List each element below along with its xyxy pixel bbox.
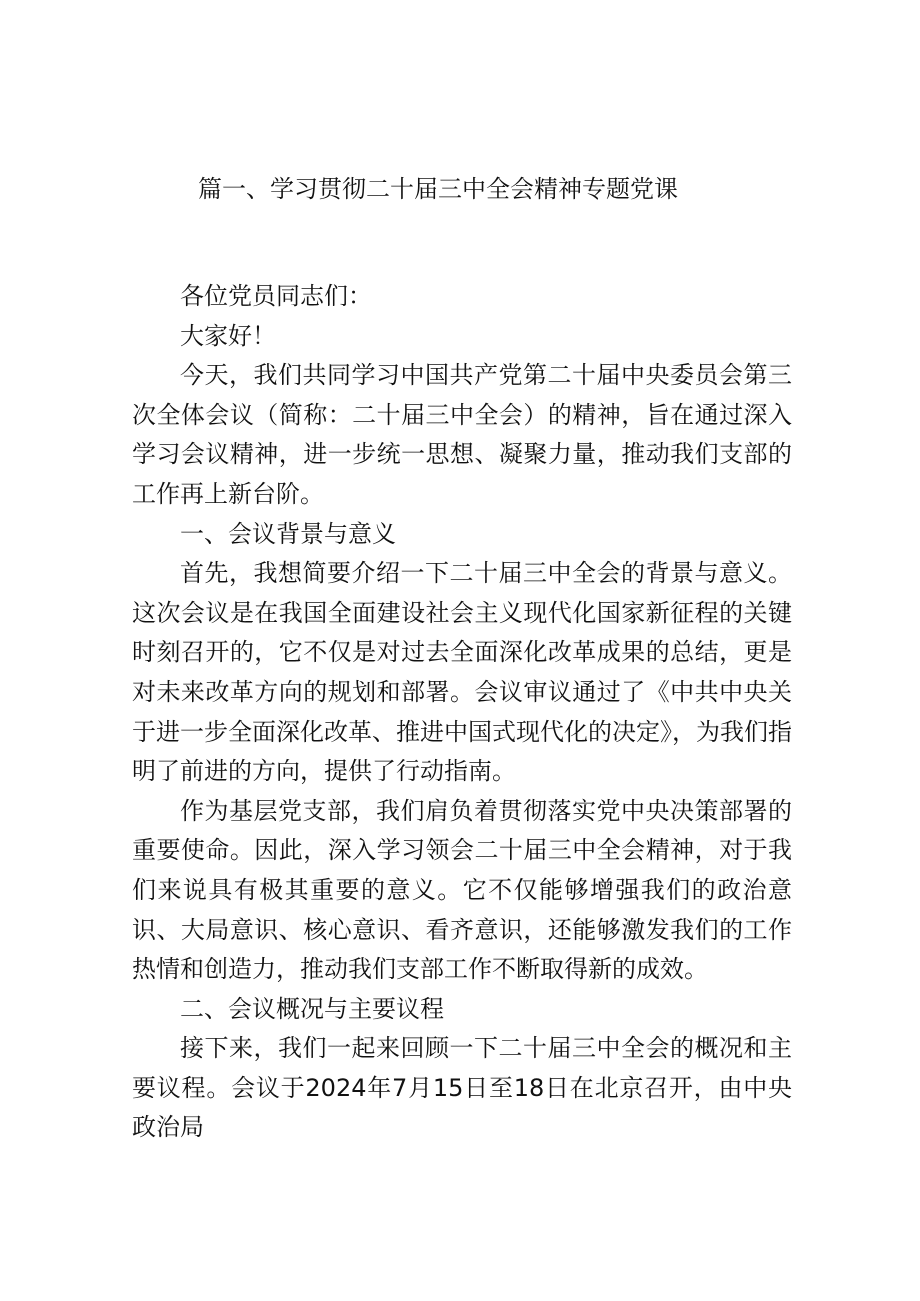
paragraph-greeting: 各位党员同志们： — [180, 282, 372, 310]
paragraph-hello: 大家好！ — [180, 321, 276, 350]
paragraph-significance: 作为基层党支部，我们肩负着贯彻落实党中央决策部署的重要使命。因此，深入学习领会二十届三中全会精神，对于我们来说具有极其重要的意义。它不仅能够增强我们的政治意识、大局意识、核心意识、看齐意识，还能够激发我们的工作热情和创造力，推动我们支部工作不断取得新的成效。 — [132, 796, 792, 984]
document-body — [132, 277, 792, 1148]
paragraph-intro: 今天，我们共同学习中国共产党第二十届中央委员会第三次全体会议（简称：二十届三中全会）的精神，旨在通过深入学习会议精神，进一步统一思想、凝聚力量，推动我们支部的工作再上新台阶。 — [132, 361, 792, 508]
paragraph-overview: 接下来，我们一起来回顾一下二十届三中全会的概况和主要议程。会议于2024年7月15日至18日在北京召开，由中央政治局 — [132, 1034, 792, 1142]
document-title: 篇一、学习贯彻二十届三中全会精神专题党课 — [198, 175, 678, 203]
section-heading-background: 一、会议背景与意义 — [180, 519, 396, 548]
paragraph-background: 首先，我想简要介绍一下二十届三中全会的背景与意义。这次会议是在我国全面建设社会主义现代化国家新征程的关键时刻召开的，它不仅是对过去全面深化改革成果的总结，更是对未来改革方向的规划和部署。会议审议通过了《中共中央关于进一步全面深化改革、推进中国式现代化的决定》，为我们指明了前进的方向，提供了行动指南。 — [132, 559, 792, 786]
section-heading-overview: 二、会议概况与主要议程 — [180, 994, 444, 1023]
